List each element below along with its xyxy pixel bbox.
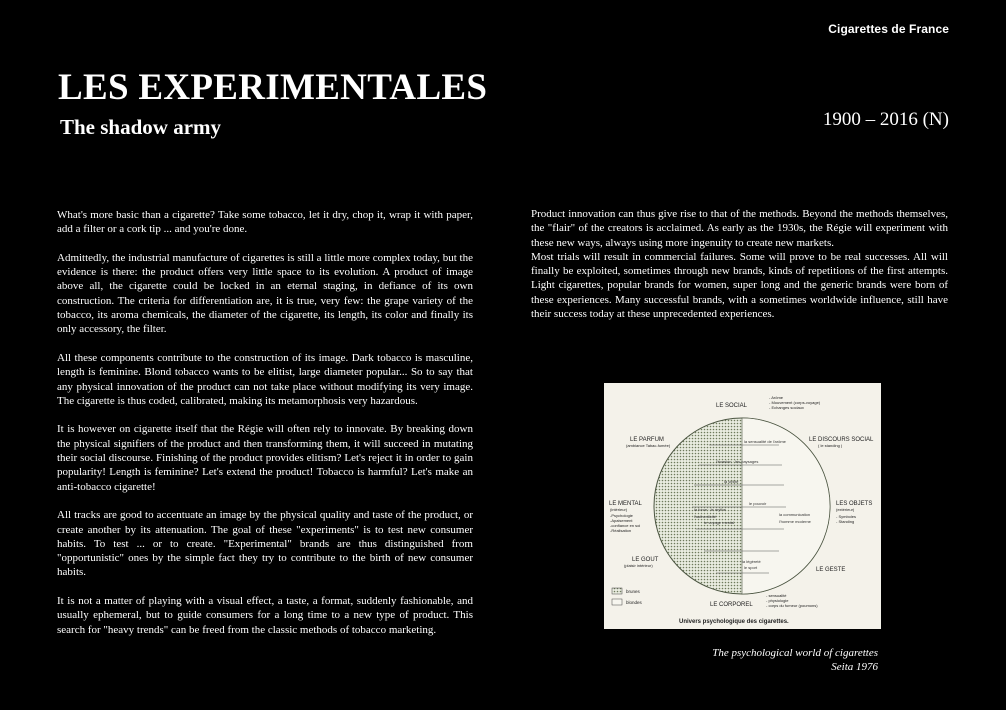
svg-text:-Psychologie: -Psychologie (610, 513, 633, 518)
paragraph: What's more basic than a cigarette? Take some tobacco, let it dry, chop it, wrap it with paper, add a filter or a cork tip ... and you're done. (57, 209, 473, 236)
label-discours-sub: ( le standing ) (818, 443, 843, 448)
svg-text:- Standing: - Standing (836, 519, 855, 524)
svg-text:- Echanges sociaux: - Echanges sociaux (769, 405, 804, 410)
label-objets: LES OBJETS (836, 501, 873, 507)
svg-text:la force · le mythe: la force · le mythe (694, 507, 726, 512)
legend-blondes: blondes (626, 600, 642, 605)
svg-text:- Mouvement (corps-voyage): - Mouvement (corps-voyage) (769, 400, 821, 405)
right-text-column (531, 207, 948, 321)
svg-text:le pouvoir: le pouvoir (749, 501, 767, 506)
svg-text:l'homme moderne: l'homme moderne (779, 519, 811, 524)
svg-text:-Apaisement: -Apaisement (610, 518, 633, 523)
label-geste: LE GESTE (816, 567, 846, 573)
svg-text:l'évasion · les paysages: l'évasion · les paysages (716, 459, 759, 464)
label-objets-sub: (extérieur) (836, 507, 855, 512)
date-range: 1900 – 2016 (N) (822, 109, 949, 130)
paragraph: All tracks are good to accentuate an image by the physical quality and taste of the product, or create another by its attenuation. The goal of these "experiments" is to test new consumer habits. To test ... or to create. "Experimental" brands are thus distinguished from "opportunistic" ones by the simple fact they try to contribute to the birth of new consumer habits. (57, 509, 473, 579)
label-mental: LE MENTAL (609, 501, 642, 507)
diagram-title: Univers psychologique des cigarettes. (679, 619, 789, 625)
svg-text:-confiance en soi: -confiance en soi (610, 523, 641, 528)
paragraph: It is not a matter of playing with a visual effect, a taste, a format, suddenly fashionable, and usually ephemeral, but to guide consumers for a long time to a new type of product. This search for "heavy trends" can be freed from the classic methods of tobacco marketing. (57, 595, 473, 636)
svg-text:le sport: le sport (744, 565, 758, 570)
caption-source: Seita 1976 (831, 661, 878, 673)
label-parfum: LE PARFUM (630, 437, 664, 443)
label-discours: LE DISCOURS SOCIAL (809, 437, 874, 443)
paragraph: Admittedly, the industrial manufacture of cigarettes is still a little more complex today, but the evidence is there: the product offers very little space to its evolution. A product of image above all, the cigarette could be locked in an eternal staging, in defiance of its own construction. The criteria for differentiation are, it is true, very few: the grape variety of the tobacco, its aroma chemicals, the diameter of the cigarette, its length, its color and finally its only accessory, the filter. (57, 251, 473, 336)
psychological-diagram (604, 383, 881, 629)
svg-text:- Symboles: - Symboles (836, 514, 857, 519)
paragraph: Product innovation can thus give rise to that of the methods. Beyond the methods themselves, the "flair" of the creators is acclaimed. As early as the 1930s, the Régie will experiment with these new ways, always using more ingenuity to create new markets. (531, 208, 948, 249)
paragraph: All these components contribute to the construction of its image. Dark tobacco is masculine, length is feminine. Blond tobacco wants to be elitist, large diameter popular... So to say that any physical innovation of the product can not take place without modifying its very image. The cigarette is thus coded, calibrated, making its metamorphosis very hazardous. (57, 351, 473, 407)
svg-text:le voyage mental: le voyage mental (704, 520, 735, 525)
svg-text:-Réalisation: -Réalisation (610, 528, 632, 533)
label-mental-sub: (intérieur) (610, 507, 628, 512)
label-social: LE SOCIAL (716, 403, 748, 409)
label-gout-sub: (plaisir intérieur) (624, 563, 653, 568)
svg-text:l'authenticité: l'authenticité (694, 514, 717, 519)
page-subtitle: The shadow army (60, 115, 222, 139)
svg-text:la légèreté: la légèreté (742, 559, 761, 564)
page-title: LES EXPERIMENTALES (58, 67, 488, 108)
svg-text:la virilité: la virilité (724, 479, 739, 484)
legend-brunes: brunes (626, 589, 640, 594)
label-parfum-sub: (ambiance Tabac-fumée) (626, 443, 671, 448)
paragraph: Most trials will result in commercial failures. Some will prove to be real successes. All will finally be exploited, sometimes through new brands, kinds of repetitions of the first attempts. Light cigarettes, popular brands for women, super long and the generic brands were born of these experiences. Many successful brands, with a sometimes worldwide influence, still have their success today at these unprecedented experiences. (531, 250, 948, 321)
figure-caption (712, 646, 878, 674)
svg-text:la sensualité de l'arôme: la sensualité de l'arôme (744, 439, 786, 444)
paragraph: It is however on cigarette itself that the Régie will often rely to innovate. By breaking down the physical signifiers of the product and then transforming them, it will succeed in mutating their social discourse. Finishing of the product provides elitism? Let's reject it in order to gain popularity! Length is feminine? Let's extend the product! Tobacco is harmful? Let's make an anti-tobacco cigarette! (57, 423, 473, 493)
left-text-column (57, 208, 473, 651)
svg-text:- sensualité: - sensualité (766, 593, 787, 598)
svg-text:- Arôme: - Arôme (769, 395, 784, 400)
label-gout: LE GOUT (632, 557, 659, 563)
svg-text:la communication: la communication (779, 512, 811, 517)
caption-title: The psychological world of cigarettes (712, 647, 878, 659)
label-corporel: LE CORPOREL (710, 602, 753, 608)
svg-text:- physiologie: - physiologie (766, 598, 789, 603)
brand-name: Cigarettes de France (828, 22, 949, 36)
svg-text:- corps du fumeur (poumons): - corps du fumeur (poumons) (766, 603, 818, 608)
